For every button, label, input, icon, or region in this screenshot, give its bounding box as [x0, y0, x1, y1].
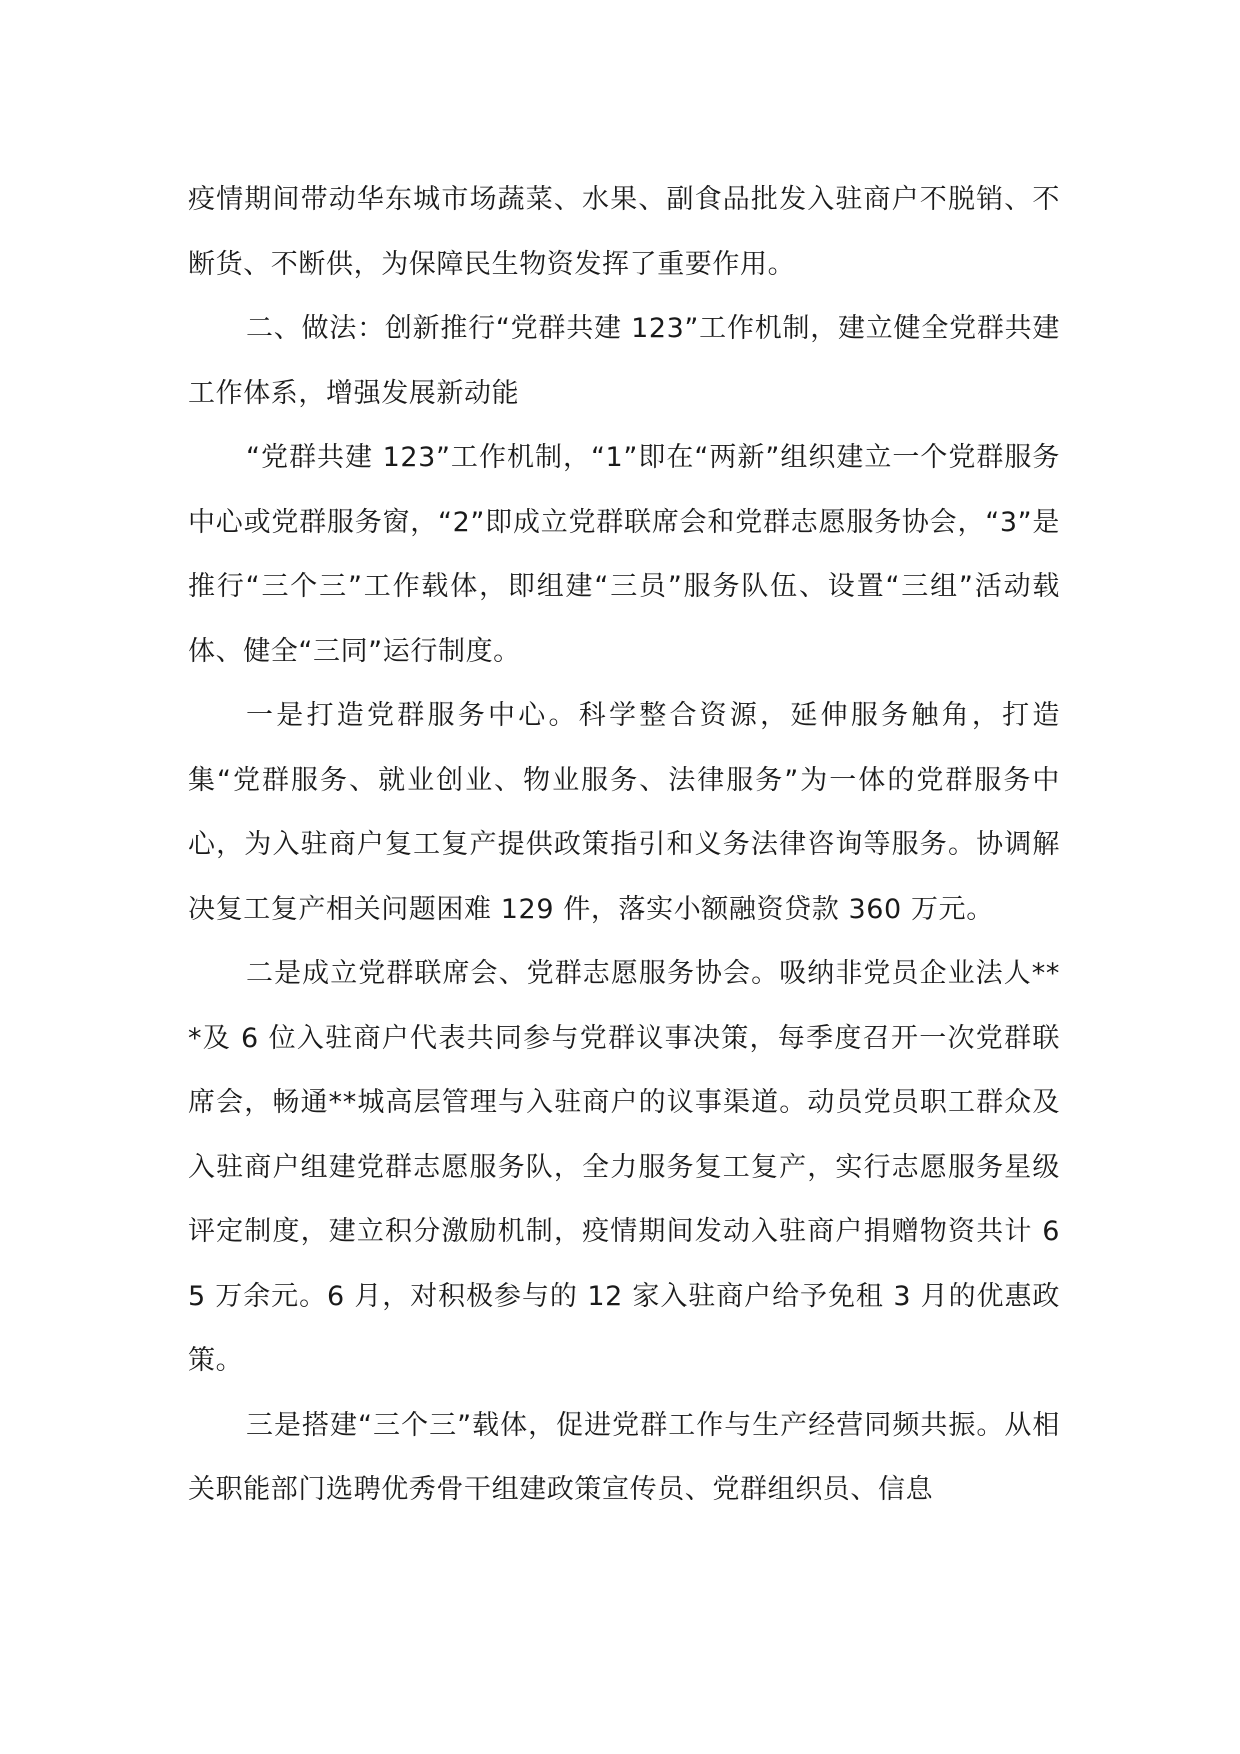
document-body [188, 168, 1060, 1523]
paragraph-mechanism-overview: “党群共建 123”工作机制，“1”即在“两新”组织建立一个党群服务中心或党群服务窗，“2”即成立党群联席会和党群志愿服务协会，“3”是推行“三个三”工作载体，即组建“三员”服务队伍、设置“三组”活动载体、健全“三同”运行制度。 [188, 442, 1060, 667]
paragraph-three-carriers: 三是搭建“三个三”载体，促进党群工作与生产经营同频共振。从相关职能部门选聘优秀骨干组建政策宣传员、党群组织员、信息 [188, 1409, 1060, 1505]
paragraph-service-center: 一是打造党群服务中心。科学整合资源，延伸服务触角，打造集“党群服务、就业创业、物业服务、法律服务”为一体的党群服务中心，为入驻商户复工复产提供政策指引和义务法律咨询等服务。协调解决复工复产相关问题困难 129 件，落实小额融资贷款 360 万元。 [188, 700, 1060, 925]
paragraph-joint-meeting: 二是成立党群联席会、党群志愿服务协会。吸纳非党员企业法人***及 6 位入驻商户代表共同参与党群议事决策，每季度召开一次党群联席会，畅通**城高层管理与入驻商户的议事渠道。动员党员职工群众及入驻商户组建党群志愿服务队，全力服务复工复产，实行志愿服务星级评定制度，建立积分激励机制，疫情期间发动入驻商户捐赠物资共计 65 万余元。6 月，对积极参与的 12 家入驻商户给予免租 3 月的优惠政策。 [188, 958, 1060, 1376]
paragraph-section-heading: 二、做法：创新推行“党群共建 123”工作机制，建立健全党群共建工作体系，增强发展新动能 [188, 313, 1060, 409]
paragraph-continuation: 疫情期间带动华东城市场蔬菜、水果、副食品批发入驻商户不脱销、不断货、不断供，为保障民生物资发挥了重要作用。 [188, 184, 1060, 280]
